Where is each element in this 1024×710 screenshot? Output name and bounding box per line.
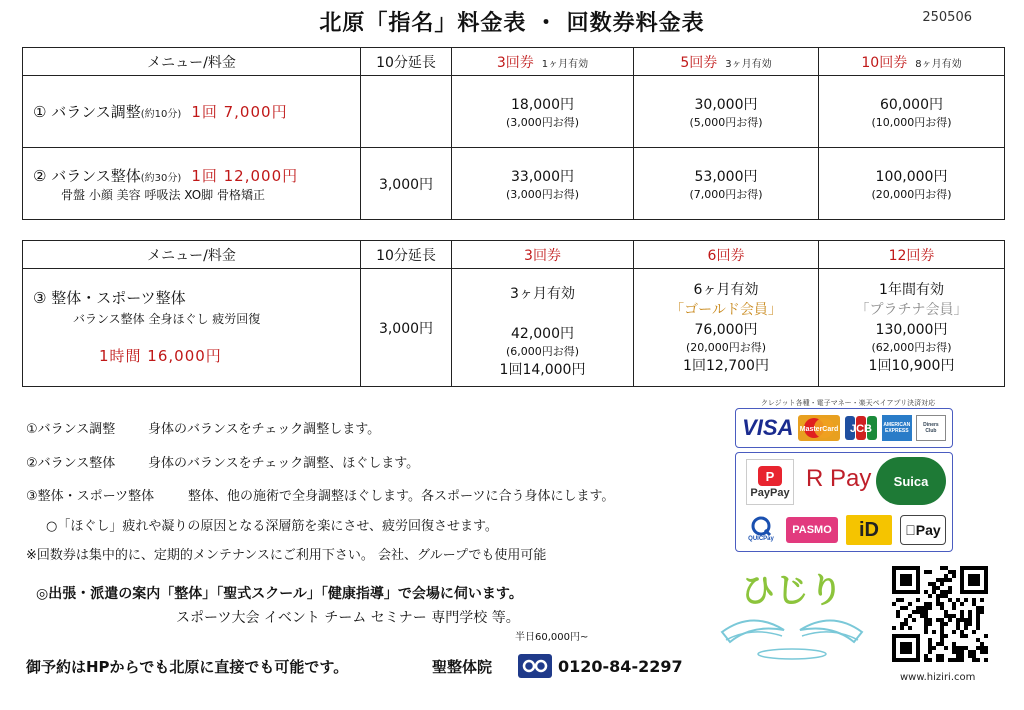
note-desc: 身体のバランスをチェック調整、ほぐします。 bbox=[148, 456, 420, 471]
ticket-savings: (5,000円お得) bbox=[689, 115, 763, 129]
header-extension: 10分延長 bbox=[361, 48, 452, 76]
header-3-tickets bbox=[452, 48, 634, 76]
menu-price: 1回 7,000円 bbox=[191, 103, 288, 121]
menu-name: ③ 整体・スポーツ整体 bbox=[33, 289, 186, 307]
dispatch-info: ◎出張・派遣の案内「整体」「聖式スクール」「健康指導」で会場に伺います。 bbox=[36, 586, 523, 602]
pasmo-icon: PASMO bbox=[786, 517, 838, 543]
logo-text: ひじり bbox=[741, 571, 843, 611]
payment-caption: クレジット各種・電子マネー・楽天ペイアプリ決済対応 bbox=[760, 399, 936, 407]
header-validity: 1ヶ月有効 bbox=[541, 58, 589, 70]
price-cell bbox=[819, 76, 1005, 148]
ticket-price: 76,000円 bbox=[694, 322, 758, 338]
menu-duration: (約30分) bbox=[140, 172, 182, 184]
note-term: ③整体・スポーツ整体 bbox=[26, 489, 155, 504]
header-validity: 3ヶ月有効 bbox=[725, 58, 772, 70]
quicpay-icon bbox=[744, 513, 778, 545]
note-term: ②バランス整体 bbox=[26, 456, 116, 471]
phone-text: 0120-84-2297 bbox=[558, 656, 683, 676]
apple-pay-label: Pay bbox=[910, 522, 936, 538]
ticket-price: 30,000円 bbox=[694, 96, 758, 113]
table-row bbox=[23, 148, 1005, 220]
svg-text:P: P bbox=[765, 469, 775, 484]
ticket-savings: (10,000円お得) bbox=[871, 115, 952, 129]
jcb-icon bbox=[844, 415, 878, 441]
note-desc: 身体のバランスをチェック調整します。 bbox=[148, 422, 381, 437]
header-12-tickets: 12回券 bbox=[819, 241, 1005, 269]
price-cell bbox=[452, 76, 634, 148]
ticket-price: 18,000円 bbox=[511, 96, 574, 113]
jcb-text: JCB bbox=[849, 423, 872, 435]
menu-cell bbox=[23, 148, 361, 220]
ticket-price: 53,000円 bbox=[694, 168, 758, 185]
menu-price: 1回 12,000円 bbox=[191, 166, 299, 185]
ticket-savings: (3,000円お得) bbox=[505, 115, 580, 129]
menu-duration: (約10分) bbox=[140, 109, 182, 120]
website-url[interactable]: www.hiziri.com bbox=[900, 672, 976, 683]
dispatch-events: スポーツ大会 イベント チーム セミナー 専門学校 等。 bbox=[176, 610, 520, 626]
price-cell bbox=[634, 148, 819, 220]
half-day-price: 半日60,000円~ bbox=[515, 632, 589, 643]
header-3-tickets: 3回券 bbox=[452, 241, 634, 269]
document-id: 250506 bbox=[922, 10, 972, 25]
extension-cell bbox=[361, 76, 452, 148]
ticket-savings: (3,000円お得) bbox=[505, 187, 580, 201]
diners-icon: Diners Club bbox=[916, 415, 946, 441]
header-6-tickets: 6回券 bbox=[634, 241, 819, 269]
ticket-savings: (62,000円お得) bbox=[871, 341, 952, 354]
menu-description: 骨盤 小顔 美容 呼吸法 XO脚 骨格矯正 bbox=[61, 187, 265, 202]
apple-pay-icon bbox=[900, 515, 946, 545]
phone-number[interactable] bbox=[518, 654, 683, 678]
menu-cell bbox=[23, 76, 361, 148]
id-icon: iD bbox=[846, 515, 892, 545]
ticket-validity: 1年間有効 bbox=[879, 282, 944, 298]
header-5-tickets bbox=[634, 48, 819, 76]
extension-cell: 3,000円 bbox=[361, 269, 452, 387]
reservation-info: 御予約はHPからでも北原に直接でも可能です。 bbox=[26, 658, 349, 676]
header-label: 10回券 bbox=[861, 54, 908, 71]
note-ticket: ※回数券は集中的に、定期的メンテナンスにご利用下さい。 会社、グループでも使用可能 bbox=[26, 548, 547, 563]
price-cell bbox=[819, 269, 1005, 387]
price-cell bbox=[634, 76, 819, 148]
ticket-savings: (6,000円お得) bbox=[505, 345, 580, 358]
menu-description: バランス整体 全身ほぐし 疲労回復 bbox=[73, 312, 261, 326]
price-table-2 bbox=[22, 240, 1005, 387]
header-validity: 8ヶ月有効 bbox=[915, 58, 962, 70]
header-label: 5回券 bbox=[680, 54, 718, 71]
extension-cell: 3,000円 bbox=[361, 148, 452, 220]
rakuten-pay-icon: R Pay bbox=[806, 465, 872, 492]
mastercard-icon bbox=[798, 415, 840, 441]
note-desc: 整体、他の施術で全身調整ほぐします。各スポーツに合う身体にします。 bbox=[188, 489, 615, 504]
ticket-savings: (20,000円お得) bbox=[871, 187, 952, 201]
price-cell bbox=[452, 269, 634, 387]
table-row bbox=[23, 269, 1005, 387]
clinic-name: 聖整体院 bbox=[432, 658, 493, 676]
table-row bbox=[23, 76, 1005, 148]
header-extension: 10分延長 bbox=[361, 241, 452, 269]
note-item bbox=[26, 418, 380, 437]
ticket-per-session: 1回14,000円 bbox=[499, 362, 586, 378]
ticket-price: 100,000円 bbox=[875, 168, 948, 185]
price-cell bbox=[634, 269, 819, 387]
menu-price: 1時間 16,000円 bbox=[99, 347, 222, 365]
menu-cell bbox=[23, 269, 361, 387]
apple-glyph bbox=[905, 522, 916, 538]
ticket-price: 60,000円 bbox=[880, 96, 943, 113]
visa-icon: VISA bbox=[742, 415, 794, 440]
ticket-per-session: 1回10,900円 bbox=[868, 358, 955, 374]
note-item bbox=[26, 485, 614, 504]
mastercard-text: MasterCard bbox=[799, 426, 838, 433]
menu-name: ② バランス整体 bbox=[33, 166, 141, 185]
price-table-1 bbox=[22, 47, 1005, 220]
suica-icon: Suica bbox=[876, 457, 946, 505]
page-title: 北原「指名」料金表 ・ 回数券料金表 bbox=[319, 11, 705, 36]
member-rank: 「プラチナ会員」 bbox=[855, 302, 968, 318]
ticket-per-session: 1回12,700円 bbox=[683, 358, 769, 374]
paypay-label: PayPay bbox=[750, 487, 790, 499]
credit-card-logos bbox=[735, 408, 953, 448]
emoney-logos bbox=[735, 452, 953, 552]
header-label: 3回券 bbox=[496, 54, 534, 71]
price-cell bbox=[452, 148, 634, 220]
ticket-price: 130,000円 bbox=[875, 322, 948, 338]
ticket-savings: (7,000円お得) bbox=[689, 187, 763, 201]
member-rank: 「ゴールド会員」 bbox=[670, 302, 782, 318]
table-header-row bbox=[23, 241, 1005, 269]
ticket-validity: 3ヶ月有効 bbox=[510, 286, 575, 302]
note-term: ①バランス調整 bbox=[26, 422, 116, 437]
header-menu: メニュー/料金 bbox=[23, 48, 361, 76]
ticket-savings: (20,000円お得) bbox=[685, 341, 767, 354]
paypay-icon bbox=[746, 459, 794, 505]
ticket-price: 33,000円 bbox=[511, 168, 574, 185]
price-cell bbox=[819, 148, 1005, 220]
qr-code-icon[interactable] bbox=[892, 566, 988, 662]
menu-name: ① バランス調整 bbox=[33, 103, 141, 121]
ticket-validity: 6ヶ月有効 bbox=[693, 282, 759, 298]
ticket-price: 42,000円 bbox=[511, 326, 574, 342]
note-item bbox=[26, 452, 419, 471]
quicpay-label: QUICPay bbox=[748, 536, 774, 542]
table-header-row bbox=[23, 48, 1005, 76]
amex-icon: AMERICAN EXPRESS bbox=[882, 415, 912, 441]
note-hogushi: ○「ほぐし」疲れや凝りの原因となる深層筋を楽にさせ、疲労回復させます。 bbox=[46, 519, 498, 534]
freedial-icon bbox=[518, 654, 552, 678]
header-10-tickets bbox=[819, 48, 1005, 76]
header-menu: メニュー/料金 bbox=[23, 241, 361, 269]
hiziri-logo bbox=[712, 560, 872, 670]
